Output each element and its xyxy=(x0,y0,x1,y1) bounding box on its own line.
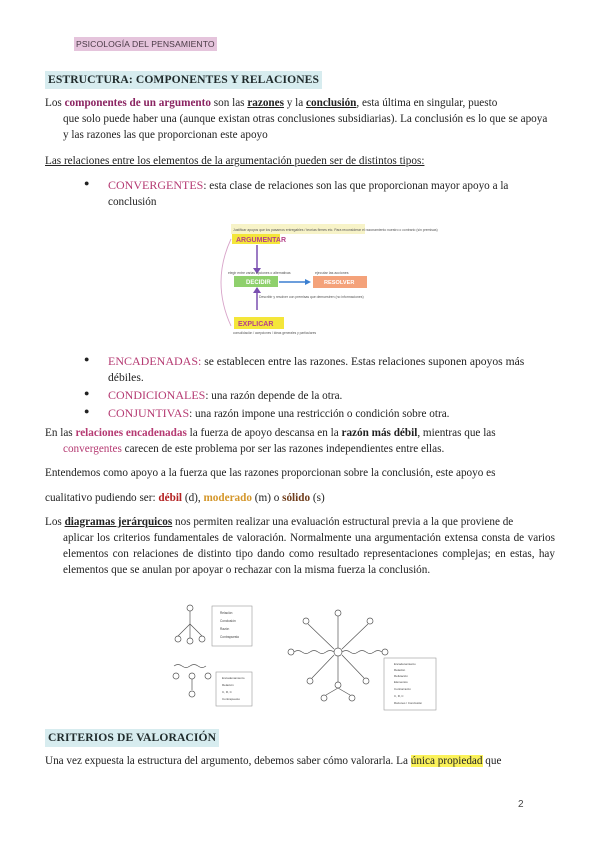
term-debil: débil xyxy=(158,492,183,504)
list-item xyxy=(108,405,558,423)
central-node xyxy=(334,648,342,656)
argument-flow-diagram xyxy=(205,222,438,340)
bullet-text: : una razón impone una restricción o condición sobre otra. xyxy=(189,407,450,420)
term-convergentes-inline: convergentes xyxy=(63,442,122,455)
legend-a-item: Relación xyxy=(220,611,233,615)
node xyxy=(189,673,195,679)
paragraph-componentes-continued: que solo puede haber una (aunque existan otras conclusiones subsidiarias). La conclusión es lo que se apoya y las razones las que proporcionan este apoyo xyxy=(63,112,548,141)
legend-c-item: Encadenamiento xyxy=(394,662,416,666)
legend-a-item: Contrapuesto xyxy=(220,635,240,639)
bullet-text: se establecen entre las razones. Estas relaciones suponen apoyos más débiles. xyxy=(108,355,525,385)
term-diagramas-jerarquicos: diagramas jerárquicos xyxy=(64,516,173,528)
node xyxy=(335,610,341,616)
header-course-tag: PSICOLOGÍA DEL PENSAMIENTO xyxy=(74,37,217,51)
legend-c-item: Contrarrazón xyxy=(394,687,411,691)
edge xyxy=(178,624,190,636)
legend-a-item: Conclusión xyxy=(220,619,236,623)
list-item xyxy=(108,387,558,405)
resolver-note: ejecutar las acciones xyxy=(315,271,349,275)
explicar-note: Describir y resolver con premisas que demuestren (no informaciones) xyxy=(259,295,364,299)
decidir-label: DECIDIR xyxy=(246,280,271,286)
node xyxy=(367,618,373,624)
wavy-edge xyxy=(342,651,382,654)
text-run: cualitativo pudiendo ser: xyxy=(45,492,159,504)
diagram-a-tree xyxy=(175,605,205,644)
term-relaciones-encadenadas: relaciones encadenadas xyxy=(75,427,187,439)
edge xyxy=(342,624,368,649)
node xyxy=(349,695,355,701)
legend-c-item: Relación xyxy=(394,668,406,672)
text-run: En las xyxy=(45,427,76,439)
node xyxy=(189,691,195,697)
paragraph-apoyo-line2 xyxy=(45,491,555,507)
text-run: carecen de este problema por ser las razones independientes entre ellas. xyxy=(121,442,445,455)
text-run: (m) o xyxy=(251,492,283,504)
text-run: , esta última en singular, puesto xyxy=(356,97,498,109)
text-run: Una vez expuesta la estructura del argumento, debemos saber cómo valorarla. La xyxy=(45,755,411,767)
text-run: son las xyxy=(210,97,248,109)
loop-connector xyxy=(221,239,231,326)
node xyxy=(288,649,294,655)
term-solido: sólido xyxy=(282,492,311,504)
arrow-head-right xyxy=(305,279,311,285)
edge xyxy=(312,655,334,678)
node xyxy=(335,682,341,688)
text-run: (s) xyxy=(310,492,325,504)
wavy-edge xyxy=(294,651,334,654)
text-run: , mientras que las xyxy=(417,427,496,439)
text-run: Los xyxy=(45,516,65,528)
bullet-list-convergentes xyxy=(108,177,558,211)
term-razon-mas-debil: razón más débil xyxy=(341,427,418,439)
paragraph-componentes xyxy=(45,96,555,144)
section-title-estructura: ESTRUCTURA: COMPONENTES Y RELACIONES xyxy=(45,71,322,89)
node xyxy=(175,636,181,642)
paragraph-apoyo-line1: Entendemos como apoyo a la fuerza que las razones proporcionan sobre la conclusión, este apoyo es xyxy=(45,467,496,479)
legend-a-item: Razón xyxy=(220,627,230,631)
legend-b-item: Encadenamiento xyxy=(222,676,245,680)
paragraph-valoracion xyxy=(45,754,565,770)
node xyxy=(199,636,205,642)
edge xyxy=(308,624,334,649)
edge xyxy=(326,688,338,695)
node xyxy=(187,605,193,611)
text-run: Los xyxy=(45,97,65,109)
node xyxy=(363,678,369,684)
term-encadenadas: ENCADENADAS: xyxy=(108,354,202,368)
text-run: que xyxy=(482,755,502,767)
term-unica-propiedad: única propiedad xyxy=(410,755,483,767)
bullet-text: : esta clase de relaciones son las que proporcionan mayor apoyo a la conclusión xyxy=(108,180,509,208)
node xyxy=(307,678,313,684)
term-moderado: moderado xyxy=(203,492,252,504)
legend-c-item: Elementos xyxy=(394,680,408,684)
explicar-label: EXPLICAR xyxy=(238,321,274,328)
node xyxy=(187,638,193,644)
legend-b-item: Relación xyxy=(222,683,234,687)
term-componentes: componentes de un argumento xyxy=(64,97,211,109)
argumentar-label: ARGUMENTAR xyxy=(236,237,287,244)
arrow-head-up xyxy=(253,287,261,293)
legend-b-item: Contrapuesto xyxy=(222,697,241,701)
hierarchical-diagrams-image xyxy=(168,602,438,712)
diagram-b-chain xyxy=(173,665,211,698)
bullet-list-relations xyxy=(108,353,558,423)
explicar-sub: consolidación / acepciones / ideas generales y particulares xyxy=(233,331,317,335)
term-convergentes: CONVERGENTES xyxy=(108,178,204,192)
text-run: y la xyxy=(283,97,307,109)
resolver-label: RESOLVER xyxy=(324,280,355,286)
edge xyxy=(338,688,350,695)
paragraph-diagramas xyxy=(45,515,555,579)
list-item xyxy=(108,177,558,211)
relations-intro: Las relaciones entre los elementos de la argumentación pueden ser de distintos tipos: xyxy=(45,155,425,167)
node xyxy=(205,673,211,679)
node xyxy=(173,673,179,679)
term-condicionales: CONDICIONALES xyxy=(108,387,206,402)
term-conjuntivas: CONJUNTIVAS xyxy=(108,405,190,420)
legend-b-item: C, R, C xyxy=(222,690,232,694)
term-conclusion: conclusión xyxy=(306,97,357,109)
node xyxy=(303,618,309,624)
bullet-text: : una razón depende de la otra. xyxy=(205,389,343,402)
list-item xyxy=(108,353,558,387)
section-title-criterios: CRITERIOS DE VALORACIÓN xyxy=(45,729,219,747)
decidir-note: elegir entre varias opciones o alternativas xyxy=(228,271,291,275)
legend-c-item: Razones / Conclusión xyxy=(394,701,423,705)
text-run: nos permiten realizar una evaluación estructural previa a la que proviene de xyxy=(172,516,514,528)
legend-c-item: Refutación xyxy=(394,674,408,678)
text-run: la fuerza de apoyo descansa en la xyxy=(186,427,342,439)
diagram-c-star xyxy=(288,610,388,701)
node xyxy=(382,649,388,655)
legend-c-item: C, R, C xyxy=(394,694,404,698)
wavy-edge xyxy=(174,665,206,668)
node xyxy=(321,695,327,701)
edge xyxy=(342,655,364,678)
paragraph-diagramas-continued: aplicar los criterios fundamentales de valoración. Normalmente una argumentación extensa consta de varios elementos con relaciones de distinto tipo dando como resultado representaciones complejas; en estas, hay elementos que se anulan por apoyar o rechazar con la misma fuerza la conclusión. xyxy=(63,531,555,576)
term-razones: razones xyxy=(247,97,284,109)
argumentar-note: Justificar apoyos que los pasamos entregables / teorías firmes etc. Para reconsiderar el razonamiento nuestro o contrario (sin premisas) xyxy=(233,228,438,232)
edge xyxy=(190,624,202,636)
page-number: 2 xyxy=(518,799,524,810)
paragraph-encadenadas xyxy=(45,426,555,458)
text-run: (d), xyxy=(182,492,204,504)
